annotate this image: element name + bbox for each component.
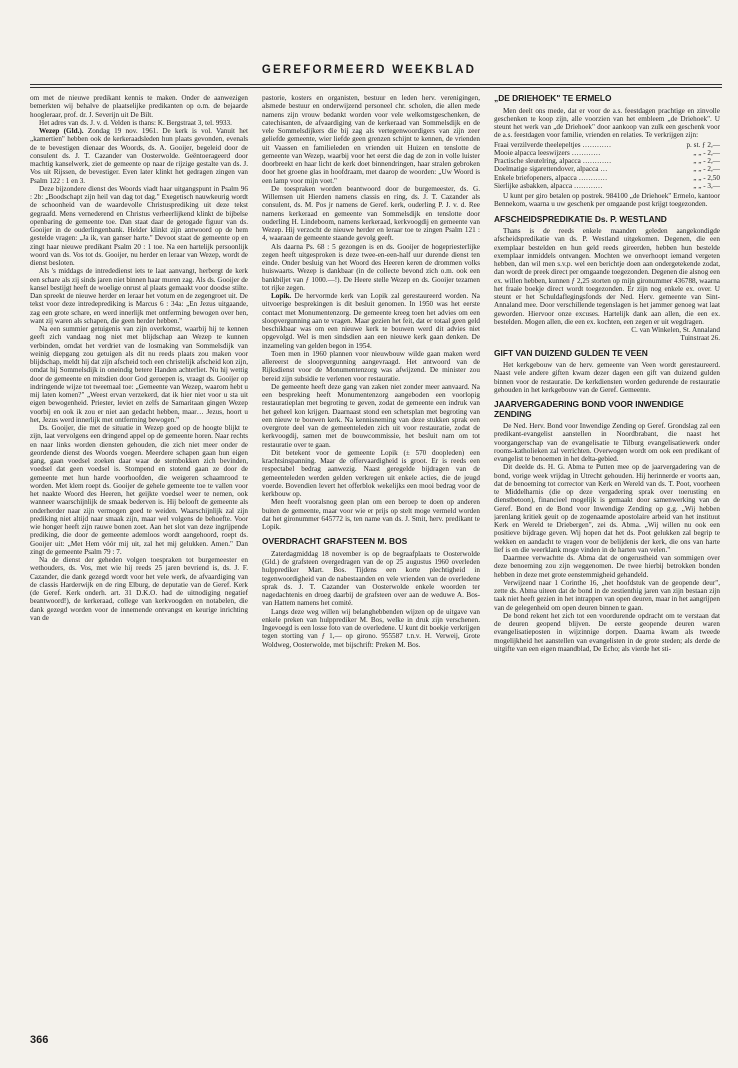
price-item: Enkele briefopeners, alpacca …………: [494, 173, 608, 182]
masthead-rule-double: [30, 87, 722, 88]
paragraph: Als daarna Ps. 68 : 5 gezongen is en ds. Gooijer de hogepriesterlijke zegen heeft uitgesproken is deze twee-en-een-half uur durende dienst ten einde. Onder besluig van het Woord des Heeren keren de drommen volks huiswaarts. Wezep is dankbaar (in de collecte bevond zich o.m. ook een bankbiljet van ƒ 1000.—!). De Heere stelle Wezep en ds. Gooijer tezamen tot rijke zegen.: [262, 242, 480, 292]
heading-grafsteen: OVERDRACHT GRAFSTEEN M. BOS: [262, 536, 408, 547]
signature-address: Tuinstraat 26.: [680, 334, 720, 343]
paragraph: Men heeft vooralsnog geen plan om een beroep te doen op anderen buiten de gemeente, maar voor wie er prijs op stelt moge vermeld worden dat het gironummer 645772 is, ten name van ds. J. Smit, herv. predikant te Lopik.: [262, 498, 480, 531]
price-row: [494, 174, 720, 182]
heading-driehoek: „DE DRIEHOEK" TE ERMELO: [494, 94, 612, 103]
price-item: Sierlijke asbakken, alpacca …………: [494, 181, 603, 190]
price-item: Doelmatige sigarettendover, alpacca …: [494, 165, 608, 174]
paragraph: U kunt per giro betalen op postrek. 984100 „de Driehoek" Ermelo, kantoor Bennekom, waarna u uw geschenk per omgaande post krijgt toegezonden.: [494, 192, 720, 209]
price-row: [494, 149, 720, 157]
price-item: Practische sleutelring, alpacca …………: [494, 157, 612, 165]
signature-name: C. van Winkelen, St. Annaland: [631, 326, 720, 334]
heading-afscheidspredikatie: AFSCHEIDSPREDIKATIE Ds. P. WESTLAND: [494, 213, 667, 224]
paragraph: Na een summier getuigenis van zijn overkomst, waarbij hij te kennen geeft zich vandaag nog niet met blijdschap aan Wezep te kunnen verbinden, omdat het verdriet van de losmaking van Sommelsdijk van weinig diepgang zou getuigen als dit nu reeds plaats zou maken voor blijdschap, meldt hij dat zijn afscheid toch een christelijk afscheid kon zijn, omdat hij Sommelsdijk in oneindig betere Handen achterliet. Nu hij wettig door de gemeente en mitsdien door God geroepen is, vraagt ds. Gooijer op indringende wijze tot tweemaal toe: „Gemeente van Wezep, waarom hebt u mij laten komen?" „Weest ervan verzekerd, dat ik hier niet voor u sta uit eigen bewogenheid. Priester, leviet en zelfs de Samaritaan gingen Wezep voorbij en ook ik zou er niet aan gedacht hebben, maar… Jezus, hoort u het, Jezus werd innerlijk met ontferming bewogen.": [30, 325, 248, 424]
paragraph-text: Zondag 19 nov. 1961. De kerk is vol. Vanuit het „kamertien" hebben ook de kerkeraadsleden hun plaats gevonden, evenals de te bevestigen dienaar des Woords, ds. A. Gooijer, begeleid door de consulent ds. J. T. Cazander van Oosterwolde. Geëntoerageerd door machtig kanselwerk, ziet de gemeente op naar de rijzige gestalte van ds. J. Vos uit Rijssen, de bevestiger. Even later klinkt het gedragen zingen van Psalm 122 : 1 en 3.: [30, 127, 248, 185]
paragraph: Dit deelde ds. H. G. Abma te Putten mee op de jaarvergadering van de bond, vorige week vrijdag in Utrecht gehouden. Hij herinnerde er voorts aan, dat de benoeming tot corrector van Kerk en Wereld van ds. T. Poot, voorheen te Middelharnis (die op deze vergadering sprak over toerusting en dienstbetoon), financieel mogelijk is gemaakt door samenwerking van de Geref. Bond en de Bond voor Inwendige Zending op g.g. „Wij hebben jarenlang kritiek geuit op de zogenaamde apostolaire arbeid van het instituut Kerk en Wereld te Driebergen", zei ds. Abma. „Wij willen nu ook een positieve bijdrage geven. Wij hopen dat het ds. Poot gelukken zal begrip te wekken en aandacht te vragen voor de belijdenis der kerk, die ons van harte lief is en die weerklank moge vinden in de harten van velen.": [494, 463, 720, 554]
paragraph: Toen men in 1960 plannen voor nieuwbouw wilde gaan maken werd allereerst de sloopvergunning aangevraagd. Het antwoord van de Rijksdienst voor de Monumentenzorg was afwijzend. De minister zou bereid zijn subsidie te verlenen voor restauratie.: [262, 349, 480, 383]
paragraph-wezep: [30, 127, 248, 185]
price-item: Mooie alpacca leeswijzers …………: [494, 148, 601, 157]
paragraph: Verwijzend naar 1 Corinthe 16, „het hoofdstuk van de geopende deur", zette ds. Abma uiteen dat de bond in de zestienthig jaren van zijn bestaan zijn taak niet heeft gezien in het intrappen van open deuren, maar in het aangrijpen van de gelegenheid om open deuren binnen te gaan.: [494, 578, 720, 612]
price-value: „ „ - 3,—: [693, 181, 720, 190]
column-2: [262, 94, 480, 1024]
paragraph: De Ned. Herv. Bond voor Inwendige Zending op Geref. Grondslag zal een predikant-evangelist aanstellen in Noordbrabant, die naast het voorgangerschap van de evangelisatie te Tilburg evangelisatiewerk onder rooms-katholieken zal verrichten. Overwogen wordt om ook een predikant of evangelist te benoemen in het delta-gebied.: [494, 422, 720, 463]
page-number: 366: [30, 1034, 49, 1046]
masthead-rule: [30, 84, 722, 85]
column-3: [494, 94, 720, 1024]
paragraph: Langs deze weg willen wij belanghebbenden wijzen op de uitgave van enkele preken van hulpprediker M. Bos, welke in druk zijn verschenen. Ingevoegd is een losse foto van de overledene. U kunt dit boekje verkrijgen tegen storting van ƒ 1,— op girono. 955587 t.n.v. H. Verweij, Grote Woldweg, Oosterwolde, met bijschrift: Preken M. Bos.: [262, 607, 480, 649]
paragraph: Thans is de reeds enkele maanden geleden aangekondigde afscheidspredikatie van ds. P. Westland uitgekomen. Degenen, die een exemplaar bestelden en hun geld reeds gireerden, hebben hun bestelde exemplaar inmiddels ontvangen. Mochten we onverhoopt iemand vergeten hebben, dan wil men s.v.p. wel een berichtje doen aan ondergetekende zodat, dan wordt de preek direct per omgaande toegezonden. Degenen die alsnog een ex. willen hebben, kunnen ƒ 2,25 storten op mijn gironummer 436788, waarna het fraaie boekje direct wordt toegezonden. Er zijn nog enkele ex. over. U steunt er het Schuldaflegingsfonds der Ned. Herv. gemeente van Sint-Annaland mee. Door verschillende tegenslagen is het jammer genoeg wat laat geworden. Hiervoor onze excuses. Hartelijk dank aan allen, die een ex. bestelden. Mogen allen, die een ex. kochten, een zegen er uit wegdragen.: [494, 227, 720, 326]
column-1: [30, 94, 248, 1024]
masthead: GEREFORMEERD WEEKBLAD: [261, 64, 477, 76]
price-value: p. st. ƒ 2,—: [686, 140, 720, 149]
price-value: „ „ - 2,—: [693, 148, 720, 157]
paragraph: pastorie, kosters en organisten, bestuur en leden herv. verenigingen, alsmede bestuur en onderwijzend personeel chr. scholen, die allen mede namens zijn vrouw bedankt worden voor vele welkomstgeschenken, de catechisanten, de afvaardiging van de kerkeraad van Sommelsdijk en de vele Sommelsdijkers die bij zag als vertegenwoordigers van zijn zeer geliefde gemeente, wier liefde geen grenzen schijnt te kennen, de vrienden uit Vaassen en familieleden en vrienden uit Huizen en tenslotte de gemeente van Wezep, waarbij voor het eerst die dag de zon in volle luister doorbreekt en haar licht de kerk doet binnendringen, haar stralen gebroken door het groene glas in hoofdraam, met daarop de woorden: „Uw Woord is een lamp voor mijn voet.": [262, 94, 480, 185]
paragraph-lopik: [262, 292, 480, 350]
paragraph-text: De hervormde kerk van Lopik zal gerestaureerd worden. Na uitvoerige besprekingen is dit besluit genomen. In 1950 was het eerste contact met Monumentenzorg. De gemeente kreeg toen het advies om een sloopvergunning aan te vragen. Maar gezien het feit, dat er totaal geen geld beschikbaar was om een nieuwe kerk te bouwen werd dit advies niet opgevolgd. Wel is men sindsdien aan een nieuwe kerk gaan denken. De inzameling van gelden begon in 1954.: [262, 292, 480, 350]
paragraph: Als 's middags de intrededienst iets te laat aanvangt, herbergt de kerk een schare als zij sinds jaren niet binnen haar muren zag. Als ds. Gooijer de kansel bestijgt heeft de woelige onrust al plaats gemaakt voor doodse stilte. Dan spreekt de nieuwe herder en leraar het votum en de zegengroet uit. De tekst voor deze intredeprediking is Marcus 6 : 34a: „En Jezus uitgaande, zag een grote schare, en werd innerlijk met ontferming bewogen over hen, want zij waren als schapen, die geen herder hebben.": [30, 267, 248, 325]
paragraph: Dit betekent voor de gemeente Lopik (± 570 doopleden) een krachtsinspanning. Maar de offervaardigheid is groot. Er is reeds een respectabel bedrag aanwezig. Naast geregelde bijdragen van de gemeenteleden werden gelden verkregen uit enkele acties, die de jeugd voerde. Bovendien levert het offerblok wekelijks een mooi bedrag voor de kerkbouw op.: [262, 448, 480, 498]
paragraph: Het adres van ds. J. v. d. Velden is thans: K. Bergstraat 3, tel. 9933.: [39, 118, 232, 127]
heading-gift: GIFT VAN DUIZEND GULDEN TE VEEN: [494, 347, 648, 358]
paragraph: om met de nieuwe predikant kennis te maken. Onder de aanwezigen bemerkten wij behalve de plaatselijke predikanten op o.m. de bejaarde hoogleraar, prof. dr. J. Severijn uit De Bilt.: [30, 94, 248, 119]
paragraph: Deze bijzondere dienst des Woords viadt haar uitgangspunt in Psalm 96 : 2b: „Boodschapt zijn heil van dag tot dag." Exegetisch nauwkeurig wordt de schoonheid van de waardevolle Christusprediking uit deze tekst gegraafd. Mens vernederend en Christus verheerlijkend klinkt de bijbelse openbaring de gemeente toe. Dan staat daar de getogade figuur van ds. Gooijer in de ouderlingenbank. Helder klinkt zijn antwoord op de hem gestelde vragen: „Ja ik, van ganser harte." Devoot staat de gemeente op en zingt haar nieuwe predikant Psalm 20 : 1 toe. Na een hartelijk persoonlijk woord van ds. Vos tot ds. Gooijer, nu herder en leraar van Wezep, wordt de dienst besloten.: [30, 184, 248, 267]
price-row: [494, 165, 720, 173]
paragraph: De gemeente heeft deze gang van zaken niet zonder meer aanvaard. Na een bespreking heeft Monumentenzorg aangeboden een voorlopig restauratieplan met begroting te geven, zodat de gemeente een indruk van het geheel kon krijgen. Daarnaast stond een schetsplan met begroting van een nieuw te bouwen kerk. Na kennisneming van deze stukken sprak een overgrote deel van de gemeenteleden zich uit voor restauratie, zodat de kerkvoogdij, samen met de bouwcommissie, het besluit nam om tot restauratie over te gaan.: [262, 382, 480, 449]
price-list: [494, 141, 720, 191]
price-value: „ „ - 2,50: [693, 173, 720, 182]
paragraph: De toespraken worden beantwoord door de burgemeester, ds. G. Willemsen uit Hierden namens classis en ring, ds. J. T. Cazander als consulent, ds. M. Pos jr namens de Geref. kerk, ouderling P. J. v. d. Ree namens kerkeraad en gemeente van Sommelsdijk en tenslotte door ouderling H. Lindeboom, namens kerkeraad, kerkvoogdij en gemeente van Wezep. Hij verzocht de nieuwe herder en leraar toe te zingen Psalm 121 : 4, waaraan de gemeente staande gevolg geeft.: [262, 184, 480, 243]
price-row: [494, 141, 720, 149]
paragraph: Na de dienst der geheden volgen toespraken tot burgemeester en wethouders, ds. Vos, met wie hij reeds 25 jaren bevriend is, ds. J. F. Cazander, die dank gezegd wordt voor het vele werk, de afvaardiging van de classis Harderwijk en de ring Elburg, de deputatie van de Geref. Kerk (de Geref. Kerk onderh. art. 31 D.K.O. had de uitnodiging negatief beantwoord!), de kerkeraad, college van kerkvoogden en notabelen, die dank gezegd worden voor de innemende ontvangst en keurige inrichting van de: [30, 556, 248, 622]
price-item: Fraai verzilverde theelepeltjes …………: [494, 140, 612, 149]
paragraph: Het kerkgebouw van de herv. gemeente van Veen wordt gerestaureerd. Naast vele andere giften kwam dezer dagen een gift van duizend gulden binnen voor de restauratie. De kerkdiensten worden gedurende de restauratie gehouden in het kerkgebouw van de Geref. Gemeente.: [494, 361, 720, 394]
paragraph: De bond rekent het zich tot een voordurende opdracht om te verstaan dat de deuren geopend blijven. De eerste geopende deuren waren evangelisatieposten in wijzinnige dorpen. Daarna kwam als tweede mogelijkheid het aanstellen van evangelisten in de grote steden; als derde de uitgifte van een eigen maandblad, De Echo; als vierde het sti-: [494, 611, 720, 653]
price-row: [494, 157, 720, 165]
heading-jaarvergadering: JAARVERGADERING BOND VOOR INWENDIGE ZENDING: [494, 399, 684, 419]
price-value: „ „ - 2,—: [693, 157, 720, 165]
paragraph: Zaterdagmiddag 18 november is op de begraafplaats te Oosterwolde (Gld.) de grafsteen overgedragen van de op 25 augustus 1960 overleden hulpprediker Mart. Bos. Tijdens een korte plechtigheid in tegenwoordigheid van de nabestaanden en vele vrienden van de overledene sprak ds. J. T. Cazander van Oosterwolde enkele woorden ter nagedachtenis en droeg daarbij de grafsteen over aan de weduwe A. Bos-van Hattem namens het comité.: [262, 549, 480, 608]
paragraph: Daarmee verwachtte ds. Abma dat de ongerustheid van sommigen over deze benoeming zou zijn weggenomen. De twee hierbij betrokken bonden hebben in deze met grote eenstemmigheid gehandeld.: [494, 554, 720, 579]
price-row: [494, 182, 720, 190]
paragraph: Ds. Gooijer, die met de situatie in Wezep goed op de hoogte blijkt te zijn, laat vervolgens een dringend appel op de gemeente horen. Naar rechts en naar links worden diensten gehouden, die zich niet meer onder de geordende dienst des Woords voegen. Meerdere schapen gaan hun eigen gang, gaan voedsel zoeken daar waar de stembokken zich bevinden, voedsel dat geen voedsel is. Stompend en stotend gaan ze door de gemeente met hun harde voorhoofden, die weigeren schaamrood te worden. Met klem roept ds. Gooijer de gehele gemeente toe te vallen voor het naakte Woord des Heeren, het geijkte voedsel weer te nemen, ook wanneer waarschijnlijk de smaak bederven is. Hij belooft de gemeente als onderherder naar zijn vermogen goed te weiden. Waarschijnlijk zal zijn prediking niet altijd naar smaak zijn, maar wel volgens de behoefte. Voor wie honger heeft zijn rauwe bonen zoet. Aan het slot van deze ingrijpende prediking, die door de gemeente ademloos wordt aangehoord, roept ds. Gooijer uit: „Met Hem vóór mij uit, zal het mij gelukken. Amen." Dan zingt de gemeente Psalm 79 : 7.: [30, 424, 248, 556]
price-value: „ „ - 2,—: [693, 165, 720, 174]
lead-lopik: Lopik.: [271, 292, 292, 300]
paragraph: Men deelt ons mede, dat er voor de a.s. feestdagen prachtige en zinvolle geschenken te koop zijn, alle voorzien van het embleem „de Driehoek". U steunt het werk van „de Driehoek" door aankoop van zulk een geschenk voor de a.s. feestdagen voor familie, vrienden en relaties. Te verkrijgen zijn:: [494, 106, 720, 140]
lead-wezep: Wezep (Gld.).: [39, 127, 84, 135]
